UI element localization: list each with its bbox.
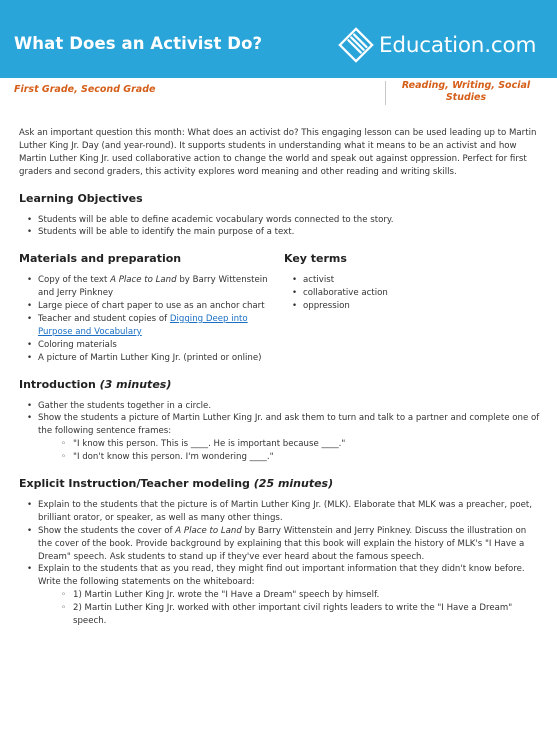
list-item: ◦ "I don't know this person. I'm wondering ____." [73, 451, 543, 464]
list-item: • Large piece of chart paper to use as an anchor chart [38, 300, 268, 313]
subjects: Reading, Writing, Social Studies [401, 80, 531, 103]
list-item: ◦ 1) Martin Luther King Jr. wrote the "I Have a Dream" speech by himself. [73, 589, 543, 602]
key-terms-column [284, 239, 534, 364]
list-item: • Explain to the students that the picture is of Martin Luther King Jr. (MLK). Elaborate that MLK was a preacher, poet, brilliant orator, or speaker, as well as many other things. [38, 499, 543, 525]
list-item: • Copy of the text A Place to Land by Barry Wittenstein and Jerry Pinkney [38, 274, 268, 300]
list-item: • oppression [303, 300, 534, 313]
logo-text: Education.com [379, 32, 537, 58]
list-item: • Students will be able to identify the main purpose of a text. [38, 226, 543, 239]
diamond-stripes-icon [337, 26, 375, 64]
materials-column [19, 239, 268, 364]
list-item: • Show the students a picture of Martin Luther King Jr. and ask them to turn and talk to a partner and complete one of the following sentence frames: ◦ "I know this person. This is ____. He is important because ____." ◦ "I don't know this person. I'm wondering ____." [38, 412, 543, 464]
list-item: • activist [303, 274, 534, 287]
introduction-list [19, 400, 543, 465]
lesson-meta [0, 78, 557, 124]
list-item: ◦ 2) Martin Luther King Jr. worked with other important civil rights leaders to write the "I Have a Dream" speech. [73, 602, 543, 628]
introduction-heading: Introduction (3 minutes) [19, 377, 172, 391]
list-item: • collaborative action [303, 287, 534, 300]
grade-levels: First Grade, Second Grade [14, 84, 156, 95]
book-title: A Place to Land [110, 275, 177, 286]
explicit-instruction-heading: Explicit Instruction/Teacher modeling (25 minutes) [19, 477, 334, 491]
meta-divider [385, 81, 386, 105]
list-item: • Explain to the students that as you read, they might find out important information that they didn't know before. Write the following statements on the whiteboard: ◦ 1) Martin Luther King Jr. wrote the "I Have a Dream" speech by himself. ◦ 2) Martin Luther King Jr. worked with other important civil rights leaders to write the "I Have a Dream" speech. [38, 563, 543, 628]
learning-objectives-list [19, 214, 543, 240]
materials-and-terms [19, 239, 543, 364]
list-item: • Show the students the cover of A Place to Land by Barry Wittenstein and Jerry Pinkney. Discuss the illustration on the cover of the book. Provide background by explaining that this book will explain the history of MLK's "I Have a Dream" speech. Ask students to stand up if they've ever heard about the famous speech. [38, 525, 543, 564]
list-item: • Coloring materials [38, 339, 268, 352]
materials-heading: Materials and preparation [19, 252, 182, 266]
list-item: • A picture of Martin Luther King Jr. (printed or online) [38, 352, 268, 365]
education-com-logo[interactable] [337, 26, 536, 64]
list-item: ◦ "I know this person. This is ____. He is important because ____." [73, 438, 543, 451]
learning-objectives-heading: Learning Objectives [19, 191, 143, 205]
explicit-instruction-list [19, 499, 543, 628]
page-title: What Does an Activist Do? [14, 34, 263, 53]
materials-list [19, 274, 268, 364]
sentence-frames [38, 438, 543, 464]
header-bar [0, 0, 557, 78]
lesson-content [0, 127, 557, 628]
intro-paragraph: Ask an important question this month: What does an activist do? This engaging lesson can be used leading up to Martin Luther King Jr. Day (and year-round). It supports students in understanding what it means to be an activist and how Martin Luther King Jr. used collaborative action to change the world and speak out against oppression. Perfect for first graders and second graders, this activity explores word meaning and other reading and writing skills. [19, 128, 537, 177]
list-item: • Students will be able to define academic vocabulary words connected to the story. [38, 214, 543, 227]
list-item: • Gather the students together in a circle. [38, 400, 543, 413]
worksheet-link[interactable]: Digging Deep into Purpose and Vocabulary [38, 313, 248, 337]
list-item: • Teacher and student copies of Digging Deep into Purpose and Vocabulary [38, 313, 268, 339]
book-title: A Place to Land [175, 525, 242, 536]
whiteboard-statements [38, 589, 543, 628]
section-time: (3 minutes) [99, 377, 172, 391]
key-terms-heading: Key terms [284, 252, 347, 266]
section-time: (25 minutes) [253, 477, 334, 491]
key-terms-list [284, 274, 534, 313]
